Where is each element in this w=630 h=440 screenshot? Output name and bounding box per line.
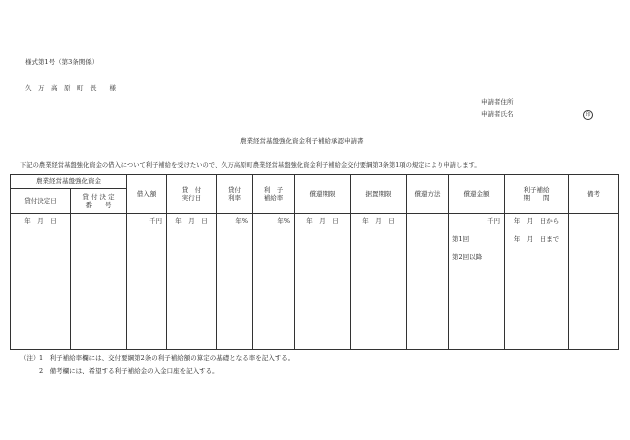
header-loan-decision-no: 貸 付 決 定 番 号 [71,189,127,214]
seal-mark: 印 [583,110,593,120]
repayment-amount-unit: 千円 [487,217,500,225]
notes-label: （注） [20,354,40,362]
cell-subsidy-period [505,214,569,350]
header-subsidy-rate: 利 子 補給率 [253,175,295,214]
applicant-name-label: 申請者氏名 [481,110,514,118]
header-remarks: 備考 [569,175,619,214]
addressee: 久 万 高 原 町 長 様 [25,84,116,92]
header-repayment-amount: 償還金額 [449,175,505,214]
cell-repayment-amount [449,214,505,350]
document-title: 農業経営基盤強化資金利子補給承認申請書 [240,137,364,145]
cell-repayment-period: 年 月 日 [295,214,351,350]
cell-deferment-period: 年 月 日 [351,214,407,350]
subsidy-from: 年 月 日から [513,217,560,225]
group-header: 農業経営基盤強化資金 [11,175,127,189]
subsidy-to: 年 月 日まで [513,235,560,243]
header-loan-amount: 借入額 [127,175,167,214]
cell-loan-exec-date: 年 月 日 [167,214,217,350]
repayment-first: 第1回 [452,235,470,243]
header-subsidy-period: 利子補給 期 間 [505,175,569,214]
header-deferment-period: 据置期限 [351,175,407,214]
intro-text: 下記の農業経営基盤強化資金の借入について利子補給を受けたいので、久万高原町農業経営基盤強化資金利子補給金交付要綱第3条第1項の規定により申請します。 [20,162,481,169]
header-loan-exec-date: 貸 付 実行日 [167,175,217,214]
cell-loan-amount: 千円 [127,214,167,350]
note-1: 1 利子補給率欄には、交付要綱第2条の利子補給額の算定の基礎となる率を記入する。 [39,354,295,362]
application-table [10,174,619,350]
header-repayment-period: 償還期限 [295,175,351,214]
header-repayment-method: 償還方法 [407,175,449,214]
cell-loan-decision-date: 年 月 日 [11,214,71,350]
cell-subsidy-rate: 年% [253,214,295,350]
cell-loan-rate: 年% [217,214,253,350]
header-loan-rate: 貸付 利率 [217,175,253,214]
cell-remarks [569,214,619,350]
applicant-address-label: 申請者住所 [481,98,514,106]
header-loan-decision-date: 貸付決定日 [11,189,71,214]
note-2: 2 備考欄には、希望する利子補給金の入金口座を記入する。 [39,367,219,375]
cell-loan-decision-no [71,214,127,350]
form-number: 様式第1号（第3条関係） [25,58,99,66]
cell-repayment-method [407,214,449,350]
repayment-second: 第2回以降 [452,253,483,261]
